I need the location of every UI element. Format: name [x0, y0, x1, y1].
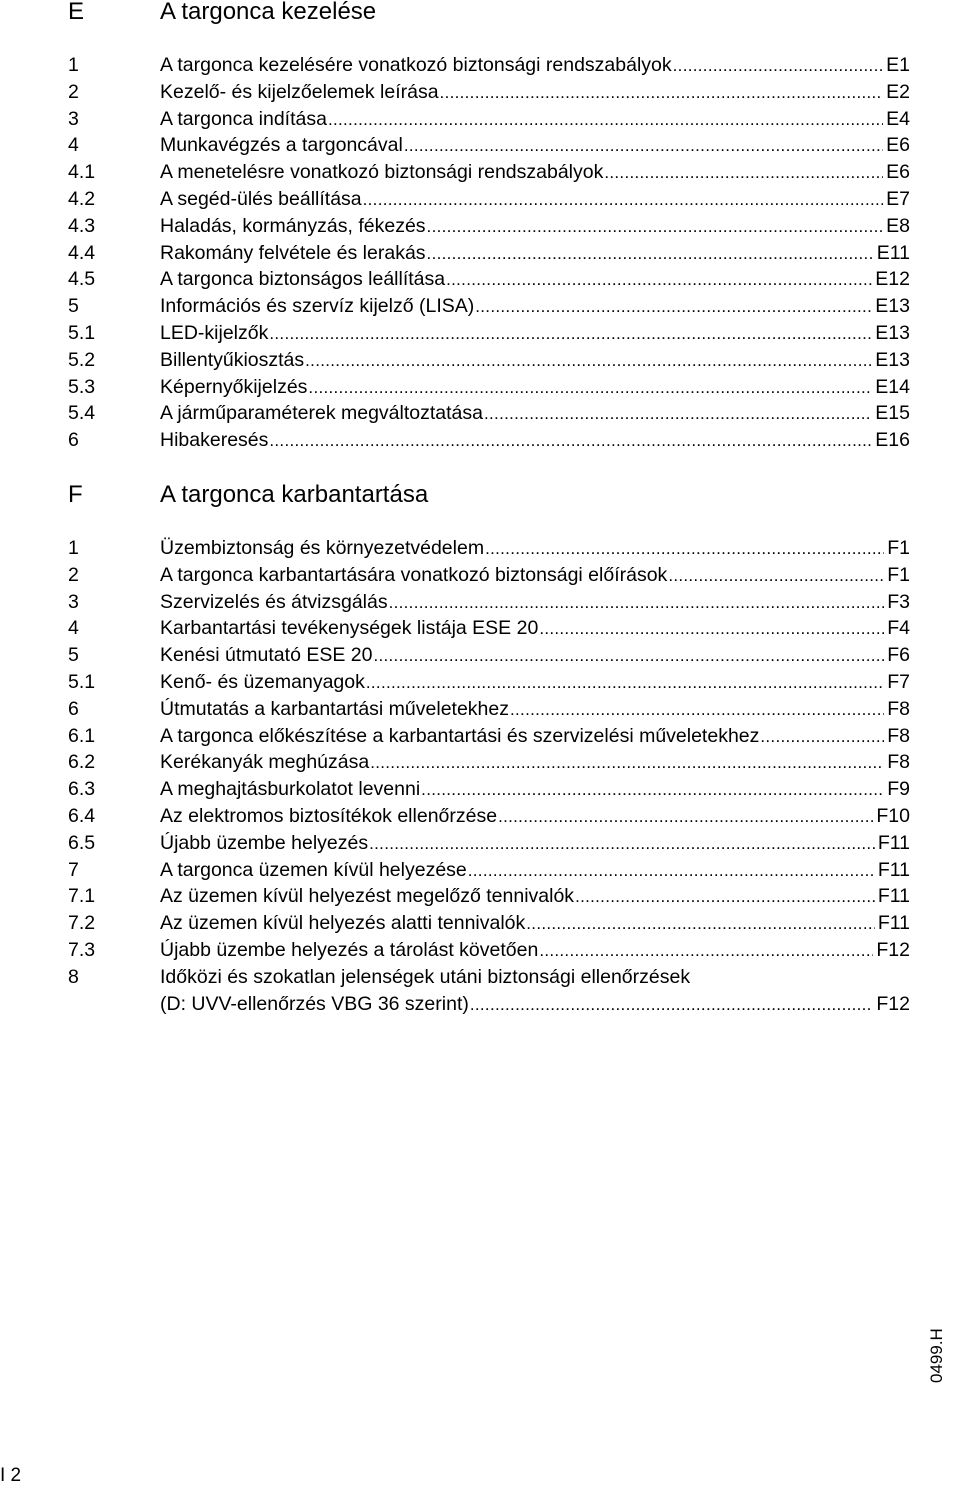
toc-entry-page: E8: [886, 214, 910, 237]
toc-entry-line: [160, 830, 910, 858]
toc-entry-number: 6.3: [68, 778, 96, 801]
toc-entry-number: 6: [68, 429, 79, 452]
toc-dot-leader: [366, 670, 884, 697]
toc-entry-title: Szervizelés és átvizsgálás: [160, 590, 388, 613]
toc-entry[interactable]: [68, 320, 910, 347]
toc-entry[interactable]: [68, 669, 910, 696]
document-code: 0499.H: [927, 1328, 946, 1383]
toc-entry-line: [160, 347, 910, 375]
toc-entry-line: [160, 320, 910, 348]
toc-entry-line: [160, 159, 910, 187]
toc-entry-number: 4.4: [68, 241, 96, 264]
toc-entry-line: [160, 937, 910, 965]
toc-dot-leader: [510, 697, 884, 724]
toc-entry-number: 7.1: [68, 885, 96, 908]
toc-entry-number: 3: [68, 107, 79, 130]
section-title: A targonca karbantartása: [160, 481, 429, 508]
toc-entry[interactable]: [68, 696, 910, 723]
toc-entry-line: [160, 240, 910, 268]
toc-entry-title: A targonca karbantartására vonatkozó biztonsági előírások: [160, 563, 668, 586]
toc-entry[interactable]: [68, 830, 910, 857]
toc-dot-leader: [269, 428, 872, 455]
toc-entry-title: Kezelő- és kijelzőelemek leírása: [160, 80, 439, 103]
toc-dot-leader: [468, 858, 875, 885]
toc-entry-page: E6: [886, 161, 910, 184]
toc-entry-page: F1: [887, 537, 910, 559]
toc-entry-number: 7.2: [68, 912, 96, 935]
toc-entry-number: 6.2: [68, 751, 96, 774]
toc-dot-leader: [484, 401, 872, 428]
toc-entry-title: A meghajtásburkolatot levenni: [160, 778, 421, 801]
toc-entry-title: Az elektromos biztosítékok ellenőrzése: [160, 804, 498, 827]
toc-entry-number: 5: [68, 295, 79, 318]
toc-entry-page: F11: [877, 912, 910, 935]
toc-entry-title: Időközi és szokatlan jelenségek utáni biztonsági ellenőrzések: [160, 965, 691, 988]
toc-entry[interactable]: [68, 427, 910, 454]
toc-dot-leader: [404, 133, 883, 160]
toc-entry-number: 7: [68, 858, 79, 881]
toc-entry-title: A targonca kezelésére vonatkozó biztonsági rendszabályok: [160, 54, 672, 76]
toc-entry-line: [160, 266, 910, 294]
toc-entry[interactable]: [68, 347, 910, 374]
toc-entry-title: Az üzemen kívül helyezés alatti tennivalók: [160, 912, 526, 935]
toc-entry[interactable]: [68, 213, 910, 240]
toc-entry-title: A targonca biztonságos leállítása: [160, 268, 446, 291]
toc-entry-number: 5.1: [68, 670, 96, 693]
section-letter: F: [68, 481, 83, 508]
toc-entry-number: 7.3: [68, 938, 96, 961]
toc-entry-line: [160, 400, 910, 428]
toc-dot-leader: [470, 992, 874, 1019]
toc-entry-line: [160, 52, 910, 80]
toc-entry-page: E16: [875, 429, 910, 452]
toc-entry-number: 5: [68, 644, 79, 667]
toc-entry-title: Az üzemen kívül helyezést megelőző tennivalók: [160, 885, 575, 908]
toc-entry-number: 5.3: [68, 375, 96, 398]
toc-entry-page: E13: [875, 295, 910, 318]
toc-entry[interactable]: [68, 937, 910, 964]
toc-entry[interactable]: [68, 52, 910, 79]
toc-entry-line: [160, 642, 910, 670]
section-title: A targonca kezelése: [160, 0, 377, 25]
toc-entry-title: Újabb üzembe helyezés a tárolást követően: [160, 938, 539, 961]
toc-entry[interactable]: [68, 240, 910, 267]
toc-entry[interactable]: [68, 159, 910, 186]
toc-entry-number: 2: [68, 80, 79, 103]
toc-entry-line: [160, 79, 910, 107]
toc-entry-line: [160, 883, 910, 911]
toc-entry[interactable]: [68, 589, 910, 616]
toc-dot-leader: [668, 563, 884, 590]
toc-entry-page: E13: [875, 321, 910, 344]
toc-entry-title: (D: UVV-ellenőrzés VBG 36 szerint): [160, 992, 469, 1015]
section-letter: E: [68, 0, 85, 25]
toc-entry[interactable]: [68, 964, 910, 991]
toc-dot-leader: [269, 321, 872, 348]
toc-entry-page: E7: [886, 187, 910, 210]
toc-entry-page: F7: [887, 670, 910, 693]
toc-entry-line: [160, 106, 910, 134]
toc-entry-line: [160, 293, 910, 321]
toc-entry-number: 5.1: [68, 321, 96, 344]
toc-list-e: [68, 52, 910, 454]
toc-entry-number: 5.4: [68, 402, 96, 425]
toc-dot-leader: [446, 267, 872, 294]
section-heading-f: [68, 480, 910, 510]
toc-entry-title: A targonca előkészítése a karbantartási és szervizelési műveletekhez: [160, 724, 760, 747]
toc-entry[interactable]: [68, 642, 910, 669]
toc-entry-page: F3: [887, 590, 910, 613]
toc-entry-title: A targonca indítása: [160, 107, 327, 130]
toc-dot-leader: [373, 643, 884, 670]
toc-entry-line: [160, 857, 910, 885]
toc-entry-title: Üzembiztonság és környezetvédelem: [160, 537, 485, 559]
toc-dot-leader: [427, 241, 874, 268]
toc-entry-page: F8: [887, 751, 910, 774]
toc-entry-line: [160, 535, 910, 563]
toc-entry[interactable]: [68, 615, 910, 642]
toc-entry[interactable]: [68, 803, 910, 830]
toc-dot-leader: [421, 777, 884, 804]
toc-entry[interactable]: [68, 106, 910, 133]
toc-entry-page: E15: [875, 402, 910, 425]
toc-entry-title: Kerékanyák meghúzása: [160, 751, 370, 774]
toc-entry-title: Haladás, kormányzás, fékezés: [160, 214, 426, 237]
toc-entry-number: 4.3: [68, 214, 96, 237]
toc-entry-number: 6: [68, 697, 79, 720]
toc-entry[interactable]: [68, 776, 910, 803]
toc-entry-title: Képernyőkijelzés: [160, 375, 308, 398]
toc-entry-title: A menetelésre vonatkozó biztonsági rendszabályok: [160, 161, 604, 184]
toc-entry[interactable]: [68, 910, 910, 937]
toc-entry-title: Munkavégzés a targoncával: [160, 134, 403, 157]
toc-dot-leader: [440, 80, 884, 107]
toc-dot-leader: [308, 375, 872, 402]
toc-entry-number: 5.2: [68, 348, 96, 371]
toc-entry-line: [160, 776, 910, 804]
toc-dot-leader: [498, 804, 873, 831]
toc-entry[interactable]: [68, 857, 910, 884]
toc-entry-number: 4.5: [68, 268, 96, 291]
toc-entry-line: [160, 132, 910, 160]
toc-entry-title: Karbantartási tevékenységek listája ESE 20: [160, 617, 539, 640]
toc-dot-leader: [539, 938, 873, 965]
toc-dot-leader: [389, 590, 885, 617]
section-heading-e: [68, 0, 910, 27]
toc-entry-line: [160, 669, 910, 697]
toc-dot-leader: [427, 214, 884, 241]
toc-dot-leader: [328, 107, 883, 134]
toc-entry-number: 6.5: [68, 831, 96, 854]
toc-entry-title: LED-kijelzők: [160, 321, 269, 344]
toc-dot-leader: [363, 187, 884, 214]
toc-entry-number: 1: [68, 537, 79, 559]
toc-entry-title: Billentyűkiosztás: [160, 348, 305, 371]
toc-entry-title: Újabb üzembe helyezés: [160, 831, 369, 854]
toc-entry-line: [160, 374, 910, 402]
toc-entry-page: E4: [886, 107, 910, 130]
toc-entry-number: 3: [68, 590, 79, 613]
toc-dot-leader: [575, 884, 875, 911]
toc-entry-line: [160, 615, 910, 643]
toc-dot-leader: [475, 294, 872, 321]
toc-entry-line: [160, 964, 691, 991]
toc-entry[interactable]: [68, 374, 910, 401]
toc-entry-page: E11: [876, 241, 910, 264]
toc-entry-title: Kenési útmutató ESE 20: [160, 644, 373, 667]
toc-entry-page: E12: [875, 268, 910, 291]
toc-entry-number: 4.2: [68, 187, 96, 210]
toc-entry-page: F11: [877, 858, 910, 881]
toc-entry-page: E6: [886, 134, 910, 157]
toc-entry-page: E14: [875, 375, 910, 398]
toc-entry-line: [160, 723, 910, 751]
toc-entry-number: 1: [68, 54, 79, 76]
toc-entry-line: [160, 696, 910, 724]
toc-entry-page: F10: [876, 804, 910, 827]
toc-entry-number: 8: [68, 965, 79, 988]
toc-entry-page: F4: [887, 617, 910, 640]
toc-dot-leader: [673, 53, 883, 80]
toc-entry-page: F11: [877, 831, 910, 854]
toc-dot-leader: [485, 536, 884, 563]
toc-entry[interactable]: [68, 535, 910, 562]
toc-entry-title: A segéd-ülés beállítása: [160, 187, 362, 210]
toc-entry-line: [160, 803, 910, 831]
toc-entry-page: E1: [886, 54, 910, 76]
toc-dot-leader: [760, 724, 884, 751]
toc-entry-line: [160, 991, 910, 1019]
toc-entry-number: 4: [68, 134, 79, 157]
toc-entry-line: [160, 213, 910, 241]
toc-dot-leader: [369, 831, 875, 858]
page-number: I 2: [0, 1465, 22, 1486]
toc-entry-title: A járműparaméterek megváltoztatása: [160, 402, 483, 425]
toc-entry-line: [160, 910, 910, 938]
toc-entry-title: A targonca üzemen kívül helyezése: [160, 858, 467, 881]
toc-entry-page: F6: [887, 644, 910, 667]
toc-entry-number: 4.1: [68, 161, 96, 184]
toc-entry[interactable]: [68, 266, 910, 293]
toc-entry-number: 6.4: [68, 804, 96, 827]
toc-entry[interactable]: [68, 749, 910, 776]
toc-entry-line: [160, 589, 910, 617]
toc-entry-number: 4: [68, 617, 79, 640]
toc-list-f: [68, 535, 910, 1017]
toc-entry-title: Rakomány felvétele és lerakás: [160, 241, 426, 264]
toc-dot-leader: [305, 348, 872, 375]
toc-entry[interactable]: [68, 400, 910, 427]
toc-entry[interactable]: [68, 562, 910, 589]
toc-entry[interactable]: [68, 79, 910, 106]
toc-dot-leader: [370, 750, 884, 777]
toc-entry-number: 6.1: [68, 724, 96, 747]
toc-entry[interactable]: [68, 991, 910, 1018]
toc-entry-page: F8: [887, 724, 910, 747]
toc-entry-line: [160, 186, 910, 214]
toc-dot-leader: [539, 616, 884, 643]
toc-entry[interactable]: [68, 186, 910, 213]
toc-entry-page: F12: [876, 992, 910, 1015]
toc-entry-number: 2: [68, 563, 79, 586]
toc-entry[interactable]: [68, 132, 910, 159]
toc-dot-leader: [526, 911, 875, 938]
toc-entry-page: F11: [877, 885, 910, 908]
toc-entry-title: Információs és szervíz kijelző (LISA): [160, 295, 475, 318]
toc-dot-leader: [604, 160, 883, 187]
toc-entry-page: E13: [875, 348, 910, 371]
toc-entry-line: [160, 427, 910, 455]
toc-entry-title: Hibakeresés: [160, 429, 269, 452]
toc-entry-title: Kenő- és üzemanyagok: [160, 670, 365, 693]
toc-entry-page: E2: [886, 80, 910, 103]
toc-entry[interactable]: [68, 293, 910, 320]
toc-entry-page: F12: [876, 938, 910, 961]
toc-entry-page: F8: [887, 697, 910, 720]
toc-entry-page: F1: [887, 563, 910, 586]
toc-entry-line: [160, 562, 910, 590]
toc-entry-line: [160, 749, 910, 777]
toc-entry-title: Útmutatás a karbantartási műveletekhez: [160, 697, 510, 720]
toc-entry-page: F9: [887, 778, 910, 801]
toc-entry[interactable]: [68, 723, 910, 750]
toc-entry[interactable]: [68, 883, 910, 910]
